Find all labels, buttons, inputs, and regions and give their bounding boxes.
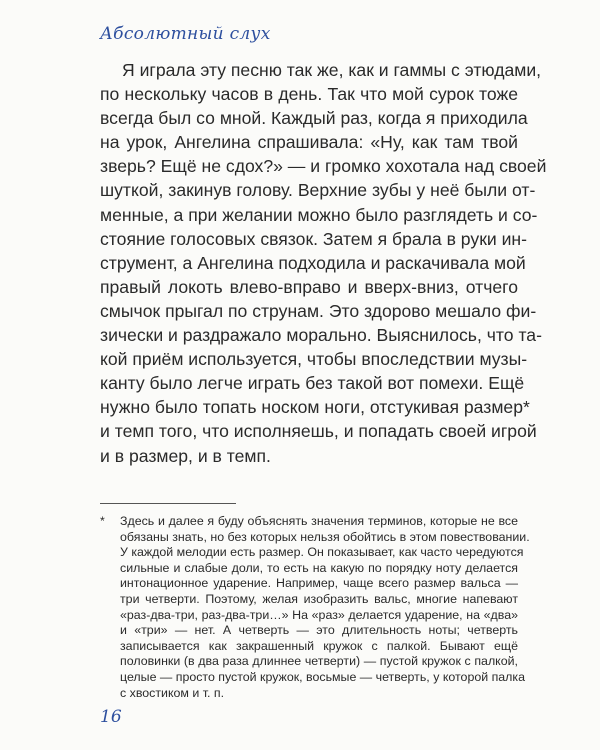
running-title: Абсолютный слух [100, 24, 271, 44]
footnote-line: У каждой мелодии есть размер. Он показывает, как часто чередуются [120, 545, 524, 560]
paragraph-line: на урок, Ангелина спрашивала: «Ну, как там твой [100, 132, 518, 153]
paragraph-line: всегда был со мной. Каждый раз, когда я приходила [100, 108, 528, 129]
paragraph-line: по нескольку часов в день. Так что мой сурок тоже [100, 84, 518, 105]
footnote-line: Здесь и далее я буду объяснять значения терминов, которые не все [120, 514, 518, 528]
footnote-marker: * [100, 514, 105, 528]
footnote-line: обязаны знать, но без которых нельзя обойтись в этом повествовании. [120, 529, 530, 544]
paragraph-line: и в размер, и в темп. [100, 445, 271, 466]
paragraph-line: струмент, а Ангелина подходила и раскачивала мой [100, 252, 526, 273]
page-number: 16 [100, 707, 122, 727]
paragraph-line: зверь? Ещё не сдох?» — и громко хохотала над своей [100, 156, 547, 177]
paragraph-line: и темп того, что исполняешь, и попадать своей игрой [100, 421, 537, 442]
footnote-line: «раз-два-три, раз-два-три…» На «раз» делается ударение, на «два» [120, 607, 518, 622]
footnote-line: половинки (в два раза длиннее четверти) — пустой кружок с палкой, [120, 654, 518, 669]
footnote-line: целые — просто пустой кружок, восьмые — четверть, у которой палка [120, 669, 525, 684]
paragraph-line: шуткой, закинув голову. Верхние зубы у неё были от- [100, 180, 536, 201]
footnote-line: сильные и слабые доли, то есть на какую по порядку ноту делается [120, 560, 518, 575]
paragraph-line: стояние голосовых связок. Затем я брала в руки ин- [100, 228, 528, 249]
footnote-line: с хвостиком и т. п. [120, 685, 225, 700]
footnote-line: интонационное ударение. Например, чаще всего размер вальса — [120, 576, 518, 591]
paragraph-line: канту было легче играть без такой вот помехи. Ещё [100, 373, 525, 394]
paragraph-line: смычок прыгал по струнам. Это здорово мешало фи- [100, 300, 537, 321]
footnote-line: и «три» — нет. А четверть — это длительность ноты; четверть [120, 623, 518, 638]
footnote-line: три четверти. Поэтому, желая изобразить вальс, многие напевают [120, 591, 518, 606]
main-paragraph [100, 58, 547, 468]
footnote-text [120, 514, 530, 701]
paragraph-line: нужно было топать носком ноги, отстукивая размер* [100, 397, 530, 418]
footnote-divider [100, 503, 236, 504]
paragraph-line: менные, а при желании можно было разглядеть и со- [100, 204, 538, 225]
paragraph-line: Я играла эту песню так же, как и гаммы с этюдами, [122, 60, 542, 80]
paragraph-line: кой приём используется, чтобы впоследствии музы- [100, 349, 528, 370]
paragraph-line: правый локоть влево-вправо и вверх-вниз, отчего [100, 276, 518, 297]
footnote [100, 514, 530, 701]
footnote-line: записывается как закрашенный кружок с палкой. Бывают ещё [120, 638, 518, 653]
paragraph-line: зически и раздражало морально. Выяснилось, что та- [100, 325, 542, 346]
